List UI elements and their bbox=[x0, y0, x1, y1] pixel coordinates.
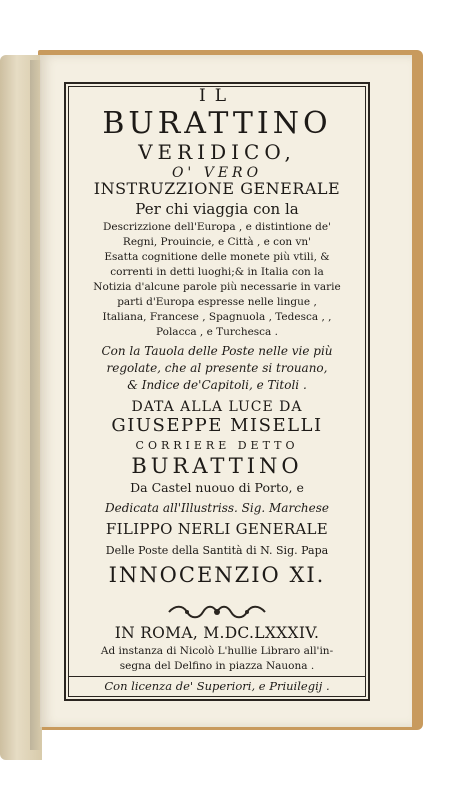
text-line-descrizzione: Descrizzione dell'Europa , e distintione de' bbox=[102, 221, 332, 233]
title-veridico: VERIDICO, bbox=[138, 140, 296, 164]
text-per-chi-viaggia: Per chi viaggia con la bbox=[135, 200, 299, 218]
text-line-indice: & Indice de'Capitoli, e Titoli . bbox=[127, 378, 307, 392]
text-delle-poste: Delle Poste della Santità di N. Sig. Papa bbox=[105, 544, 329, 557]
title-burattino: BURATTINO bbox=[102, 106, 332, 141]
text-line-polacca: Polacca , e Turchesca . bbox=[155, 326, 278, 338]
imprint-publisher: Ad instanza di Nicolò L'hullie Libraro all'in- bbox=[100, 645, 334, 657]
imprint-address: segna del Delfino in piazza Nauona . bbox=[119, 660, 315, 672]
text-line-tauola: Con la Tauola delle Poste nelle vie più bbox=[101, 344, 333, 358]
text-data-alla-luce: DATA ALLA LUCE DA bbox=[131, 399, 303, 415]
title-overo: O' VERO bbox=[171, 165, 263, 181]
text-line-lingue: Italiana, Francese , Spagnuola , Tedesca , , bbox=[102, 311, 332, 323]
spine-shadow bbox=[30, 60, 42, 750]
text-line-regni: Regni, Prouincie, e Città , e con vn' bbox=[122, 236, 312, 248]
divider-rule bbox=[68, 676, 366, 677]
text-licenza: Con licenza de' Superiori, e Priuilegij . bbox=[104, 679, 330, 693]
printer-ornament-icon bbox=[165, 604, 269, 620]
dedicatee-name: FILIPPO NERLI GENERALE bbox=[105, 520, 329, 538]
imprint-place-date: IN ROMA, M.DC.LXXXIV. bbox=[114, 624, 320, 642]
text-castel-nuouo: Da Castel nuouo di Porto, e bbox=[130, 480, 304, 495]
text-dedicata: Dedicata all'Illustriss. Sig. Marchese bbox=[104, 501, 330, 515]
text-line-regolate: regolate, che al presente si trouano, bbox=[106, 361, 328, 375]
text-corriere-detto: CORRIERE DETTO bbox=[135, 439, 299, 452]
text-line-correnti: correnti in detti luoghi;& in Italia con la bbox=[110, 266, 324, 278]
subtitle-instruzzione: INSTRUZZIONE GENERALE bbox=[93, 179, 341, 198]
pope-name: INNOCENZIO XI. bbox=[108, 563, 326, 587]
author-name: GIUSEPPE MISELLI bbox=[111, 415, 323, 436]
title-line-il: IL bbox=[198, 86, 235, 106]
text-line-notizia: Notizia d'alcune parole più necessarie in varie bbox=[93, 281, 341, 293]
text-line-parti: parti d'Europa espresse nelle lingue , bbox=[117, 296, 317, 308]
text-line-esatta: Esatta cognitione delle monete più vtili, & bbox=[104, 251, 330, 263]
author-nickname: BURATTINO bbox=[131, 454, 303, 478]
